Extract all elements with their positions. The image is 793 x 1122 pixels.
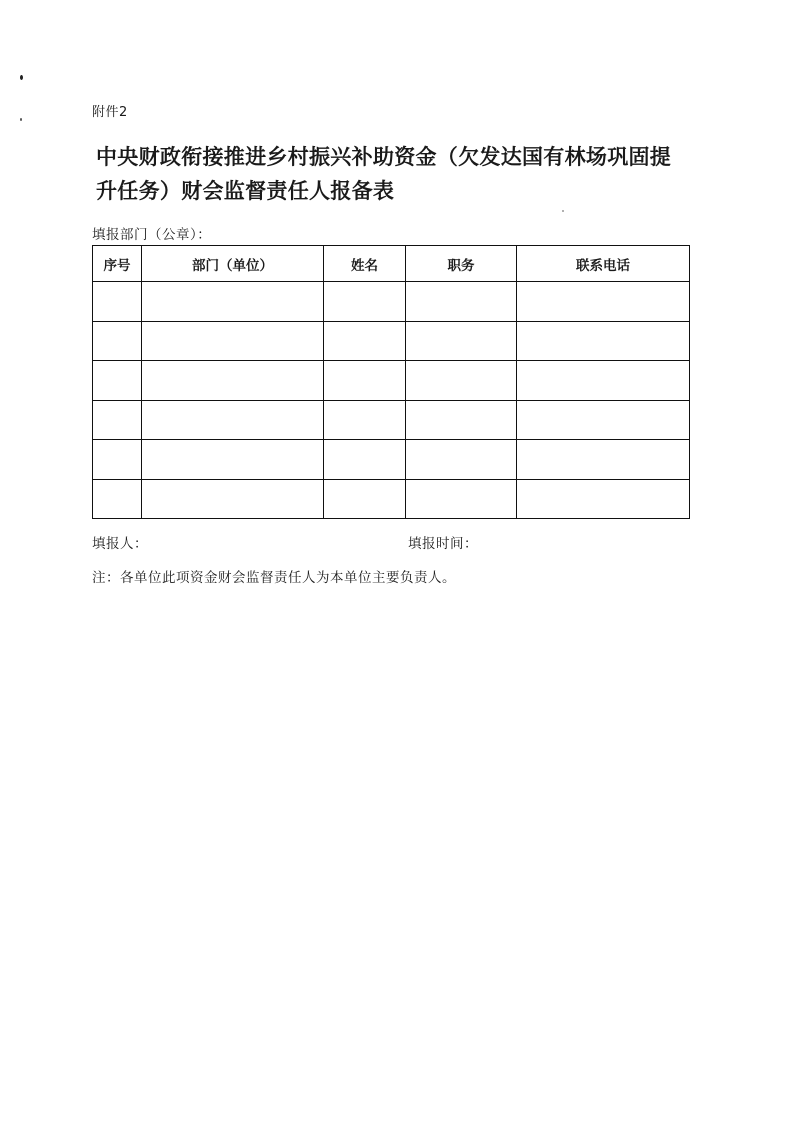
report-time-label: 填报时间： [408, 536, 478, 552]
table-row [93, 479, 690, 519]
header-position: 职务 [406, 246, 517, 282]
cell-name[interactable] [324, 440, 406, 480]
cell-position[interactable] [406, 361, 517, 401]
scan-speck [562, 210, 564, 212]
cell-department[interactable] [142, 440, 324, 480]
cell-phone[interactable] [517, 479, 690, 519]
title-line-2: 升任务）财会监督责任人报备表 [96, 178, 395, 203]
title-line-1: 中央财政衔接推进乡村振兴补助资金（欠发达国有林场巩固提 [96, 144, 672, 169]
cell-phone[interactable] [517, 282, 690, 322]
cell-department[interactable] [142, 361, 324, 401]
reporter-label: 填报人： [92, 536, 148, 552]
cell-department[interactable] [142, 479, 324, 519]
header-department: 部门（单位） [142, 246, 324, 282]
table-header-row [93, 246, 690, 282]
cell-department[interactable] [142, 321, 324, 361]
header-phone: 联系电话 [517, 246, 690, 282]
cell-name[interactable] [324, 361, 406, 401]
cell-phone[interactable] [517, 400, 690, 440]
header-serial-number: 序号 [93, 246, 142, 282]
footnote: 注：各单位此项资金财会监督责任人为本单位主要负责人。 [92, 570, 456, 586]
cell-position[interactable] [406, 479, 517, 519]
cell-department[interactable] [142, 282, 324, 322]
cell-position[interactable] [406, 400, 517, 440]
table-row [93, 400, 690, 440]
cell-phone[interactable] [517, 321, 690, 361]
cell-serial-number[interactable] [93, 282, 142, 322]
cell-name[interactable] [324, 321, 406, 361]
report-table [92, 245, 690, 519]
cell-serial-number[interactable] [93, 321, 142, 361]
attachment-label: 附件2 [92, 105, 128, 120]
cell-phone[interactable] [517, 440, 690, 480]
document-title [86, 140, 716, 208]
cell-position[interactable] [406, 321, 517, 361]
cell-name[interactable] [324, 282, 406, 322]
cell-name[interactable] [324, 400, 406, 440]
table-row [93, 321, 690, 361]
cell-serial-number[interactable] [93, 440, 142, 480]
header-name: 姓名 [324, 246, 406, 282]
cell-position[interactable] [406, 282, 517, 322]
scan-speck [20, 75, 23, 80]
cell-serial-number[interactable] [93, 479, 142, 519]
department-label: 填报部门（公章）： [92, 227, 212, 243]
cell-name[interactable] [324, 479, 406, 519]
cell-serial-number[interactable] [93, 361, 142, 401]
cell-position[interactable] [406, 440, 517, 480]
table-row [93, 361, 690, 401]
cell-serial-number[interactable] [93, 400, 142, 440]
table-row [93, 282, 690, 322]
cell-department[interactable] [142, 400, 324, 440]
scan-speck [20, 118, 22, 121]
table-row [93, 440, 690, 480]
cell-phone[interactable] [517, 361, 690, 401]
